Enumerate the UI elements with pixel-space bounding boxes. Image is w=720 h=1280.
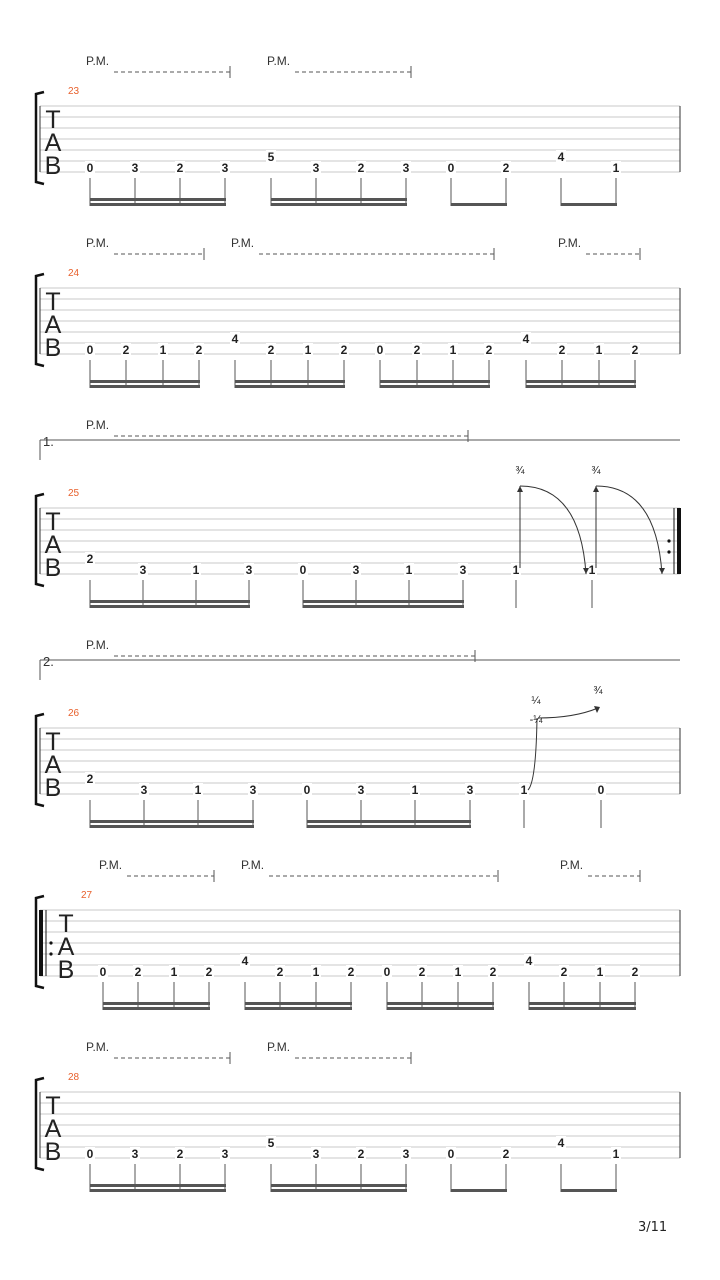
- beam: [90, 825, 254, 828]
- beam: [387, 1007, 494, 1010]
- beam: [90, 1184, 226, 1187]
- fret-number: 2: [631, 343, 639, 357]
- beam: [245, 1002, 352, 1005]
- palm-mute-label: P.M.: [267, 54, 291, 68]
- tab-clef-t: T: [45, 508, 61, 536]
- fret-number: 2: [176, 161, 184, 175]
- fret-number: 2: [86, 772, 94, 786]
- palm-mute-label: P.M.: [231, 236, 255, 250]
- fret-number: 2: [502, 1147, 510, 1161]
- release-amount: -¼: [529, 714, 543, 726]
- fret-number: 3: [402, 1147, 410, 1161]
- beam: [235, 380, 345, 383]
- beam: [526, 380, 636, 383]
- fret-number: 0: [376, 343, 384, 357]
- release-arrow: [659, 568, 665, 574]
- bend-amount: ¾: [593, 685, 603, 697]
- beam: [90, 203, 226, 206]
- fret-number: 3: [357, 783, 365, 797]
- bend-curve: [538, 708, 598, 718]
- fret-number: 2: [176, 1147, 184, 1161]
- fret-number: 0: [383, 965, 391, 979]
- repeat-end-thick-bar: [677, 508, 681, 574]
- fret-number: 1: [449, 343, 457, 357]
- beam: [529, 1007, 636, 1010]
- fret-number: 0: [86, 161, 94, 175]
- beam: [90, 820, 254, 823]
- beam: [235, 385, 345, 388]
- tab-clef-b: B: [44, 774, 62, 802]
- fret-number: 0: [303, 783, 311, 797]
- measure-number: 26: [68, 708, 80, 719]
- fret-number: 3: [221, 1147, 229, 1161]
- palm-mute-label: P.M.: [86, 418, 110, 432]
- fret-number: 2: [267, 343, 275, 357]
- fret-number: 3: [352, 563, 360, 577]
- fret-number: 2: [347, 965, 355, 979]
- fret-number: 0: [597, 783, 605, 797]
- fret-number: 1: [596, 965, 604, 979]
- fret-number: 3: [312, 1147, 320, 1161]
- fret-number: 3: [131, 1147, 139, 1161]
- repeat-start-thick-bar: [39, 910, 43, 976]
- fret-number: 3: [131, 161, 139, 175]
- beam: [271, 1184, 407, 1187]
- beam: [561, 1189, 617, 1192]
- tab-clef-t: T: [58, 910, 74, 938]
- fret-number: 1: [192, 563, 200, 577]
- beam: [451, 203, 507, 206]
- beam: [271, 203, 407, 206]
- beam: [529, 1002, 636, 1005]
- fret-number: 3: [466, 783, 474, 797]
- volta-number: 2.: [43, 654, 54, 669]
- tab-clef-t: T: [45, 288, 61, 316]
- fret-number: 1: [512, 563, 520, 577]
- fret-number: 0: [447, 161, 455, 175]
- fret-number: 2: [340, 343, 348, 357]
- repeat-dot: [667, 550, 670, 553]
- fret-number: 1: [411, 783, 419, 797]
- tab-clef-a: A: [44, 531, 62, 559]
- fret-number: 3: [459, 563, 467, 577]
- fret-number: 2: [485, 343, 493, 357]
- beam: [90, 1189, 226, 1192]
- fret-number: 2: [631, 965, 639, 979]
- fret-number: 0: [86, 343, 94, 357]
- measure-number: 24: [68, 268, 80, 279]
- palm-mute-label: P.M.: [86, 54, 110, 68]
- tab-clef-t: T: [45, 106, 61, 134]
- fret-number: 4: [557, 1136, 565, 1150]
- beam: [90, 380, 200, 383]
- fret-number: 2: [357, 161, 365, 175]
- repeat-dot: [49, 952, 52, 955]
- fret-number: 2: [502, 161, 510, 175]
- fret-number: 1: [159, 343, 167, 357]
- fret-number: 4: [525, 954, 533, 968]
- bend-curve: [528, 718, 537, 790]
- measure-number: 28: [68, 1072, 80, 1083]
- fret-number: 1: [588, 563, 596, 577]
- beam: [303, 600, 464, 603]
- beam: [307, 820, 471, 823]
- fret-number: 0: [86, 1147, 94, 1161]
- tab-clef-a: A: [44, 311, 62, 339]
- fret-number: 3: [140, 783, 148, 797]
- fret-number: 4: [241, 954, 249, 968]
- tab-clef-b: B: [44, 334, 62, 362]
- palm-mute-label: P.M.: [99, 858, 123, 872]
- bend-amount: ¾: [515, 465, 525, 477]
- beam: [103, 1007, 210, 1010]
- fret-number: 3: [312, 161, 320, 175]
- beam: [380, 380, 490, 383]
- tab-clef-b: B: [44, 554, 62, 582]
- tab-clef-t: T: [45, 1092, 61, 1120]
- tab-clef-a: A: [44, 751, 62, 779]
- fret-number: 2: [357, 1147, 365, 1161]
- fret-number: 0: [99, 965, 107, 979]
- fret-number: 2: [418, 965, 426, 979]
- fret-number: 3: [249, 783, 257, 797]
- beam: [90, 385, 200, 388]
- tab-clef-b: B: [44, 152, 62, 180]
- fret-number: 1: [405, 563, 413, 577]
- tab-clef-a: A: [57, 933, 75, 961]
- tab-clef-b: B: [44, 1138, 62, 1166]
- tab-clef-a: A: [44, 1115, 62, 1143]
- fret-number: 4: [557, 150, 565, 164]
- tab-clef-a: A: [44, 129, 62, 157]
- fret-number: 1: [170, 965, 178, 979]
- fret-number: 2: [195, 343, 203, 357]
- beam: [380, 385, 490, 388]
- palm-mute-label: P.M.: [241, 858, 265, 872]
- fret-number: 0: [299, 563, 307, 577]
- bend-amount: ¼: [531, 695, 541, 707]
- fret-number: 2: [489, 965, 497, 979]
- measure-number: 25: [68, 488, 80, 499]
- beam: [103, 1002, 210, 1005]
- palm-mute-label: P.M.: [86, 638, 110, 652]
- palm-mute-label: P.M.: [86, 1040, 110, 1054]
- fret-number: 5: [267, 1136, 275, 1150]
- beam: [90, 198, 226, 201]
- volta-number: 1.: [43, 434, 54, 449]
- tab-clef-t: T: [45, 728, 61, 756]
- fret-number: 1: [304, 343, 312, 357]
- fret-number: 1: [612, 1147, 620, 1161]
- fret-number: 1: [520, 783, 528, 797]
- palm-mute-label: P.M.: [560, 858, 584, 872]
- beam: [451, 1189, 507, 1192]
- palm-mute-label: P.M.: [86, 236, 110, 250]
- fret-number: 2: [276, 965, 284, 979]
- tab-clef-b: B: [57, 956, 75, 984]
- bend-arrow: [517, 486, 523, 492]
- fret-number: 2: [558, 343, 566, 357]
- fret-number: 4: [522, 332, 530, 346]
- fret-number: 5: [267, 150, 275, 164]
- fret-number: 2: [122, 343, 130, 357]
- palm-mute-label: P.M.: [267, 1040, 291, 1054]
- fret-number: 3: [221, 161, 229, 175]
- repeat-dot: [49, 941, 52, 944]
- beam: [245, 1007, 352, 1010]
- beam: [561, 203, 617, 206]
- fret-number: 2: [205, 965, 213, 979]
- fret-number: 1: [312, 965, 320, 979]
- bend-arrow: [593, 486, 599, 492]
- fret-number: 4: [231, 332, 239, 346]
- page-number: 3/11: [638, 1220, 668, 1235]
- fret-number: 2: [86, 552, 94, 566]
- fret-number: 1: [595, 343, 603, 357]
- fret-number: 2: [413, 343, 421, 357]
- fret-number: 0: [447, 1147, 455, 1161]
- beam: [90, 605, 250, 608]
- beam: [387, 1002, 494, 1005]
- bend-amount: ¾: [591, 465, 601, 477]
- palm-mute-label: P.M.: [558, 236, 582, 250]
- beam: [307, 825, 471, 828]
- beam: [271, 1189, 407, 1192]
- beam: [303, 605, 464, 608]
- beam: [90, 600, 250, 603]
- beam: [271, 198, 407, 201]
- fret-number: 1: [454, 965, 462, 979]
- fret-number: 3: [139, 563, 147, 577]
- fret-number: 1: [194, 783, 202, 797]
- fret-number: 3: [245, 563, 253, 577]
- measure-number: 27: [81, 890, 93, 901]
- fret-number: 2: [134, 965, 142, 979]
- fret-number: 1: [612, 161, 620, 175]
- beam: [526, 385, 636, 388]
- measure-number: 23: [68, 86, 80, 97]
- fret-number: 2: [560, 965, 568, 979]
- fret-number: 3: [402, 161, 410, 175]
- repeat-dot: [667, 539, 670, 542]
